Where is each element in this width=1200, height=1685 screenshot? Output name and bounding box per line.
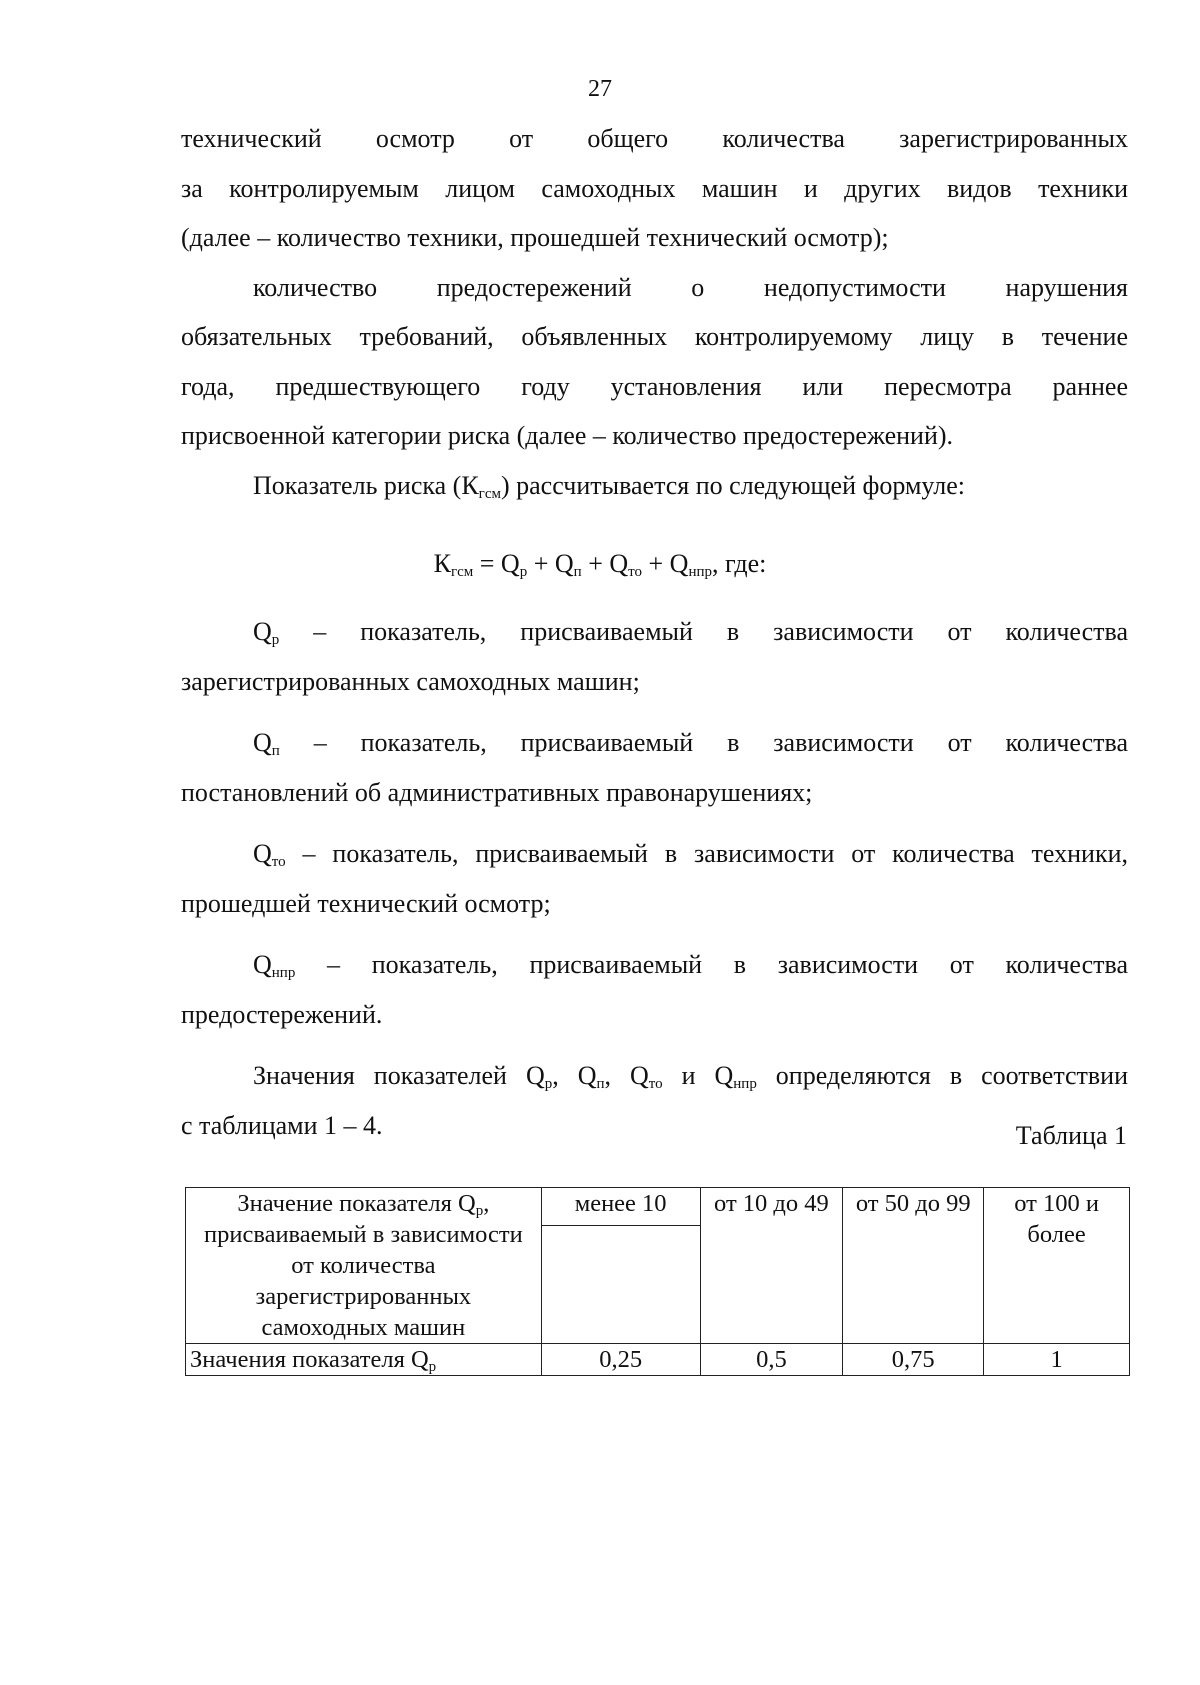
paragraph-line: года, предшествующего году установления или пересмотра раннее	[181, 371, 1128, 401]
definition-qto-line1: $Q_{то}$ – показатель, присваиваемый в зависимости от количества техники,	[253, 839, 1128, 870]
document-body	[181, 114, 1128, 1150]
definition-qnpr-line2: предостережений.	[181, 999, 383, 1029]
paragraph-line: обязательных требований, объявленных контролируемому лицу в течение	[181, 322, 1128, 351]
table-value-cell: 0,25	[541, 1344, 700, 1376]
definition-qp-line2: постановлений об административных правонарушениях;	[181, 777, 813, 807]
risk-formula: $К_{гсм} = Q_р + Q_п + Q_{то} + Q_{нпр}$, где:	[433, 549, 767, 580]
definition-qp-line1: $Q_п$ – показатель, присваиваемый в зависимости от количества	[253, 728, 1128, 759]
table-header-label: Значение показателя $Q_р$, присваиваемый в зависимости от количества зарегистрированных самоходных машин	[186, 1188, 542, 1344]
values-note-line1: Значения показателей $Q_р$, $Q_п$, $Q_{то}$ и $Q_{нпр}$ определяются в соответствии	[253, 1061, 1128, 1092]
table-value-cell: 1	[984, 1344, 1130, 1376]
definition-qr-line2: зарегистрированных самоходных машин;	[181, 666, 640, 696]
table-1	[185, 1187, 1130, 1376]
risk-intro: Показатель риска $(К_{гсм})$ рассчитывается по следующей формуле:	[253, 470, 966, 502]
table-row	[186, 1344, 1130, 1376]
table-caption: Таблица 1	[1015, 1121, 1127, 1150]
paragraph-line: (далее – количество техники, прошедшей технический осмотр);	[181, 223, 889, 252]
page-number: 27	[588, 76, 612, 102]
paragraph-line: технический осмотр от общего количества зарегистрированных	[181, 124, 1128, 153]
values-note-line2: с таблицами 1 – 4.	[181, 1110, 383, 1140]
table-header-cell: от 10 до 49	[700, 1188, 843, 1344]
table-header-cell: менее 10	[541, 1188, 700, 1226]
table-empty-cell	[541, 1226, 700, 1344]
paragraph-line: количество предостережений о недопустимости нарушения	[253, 272, 1128, 302]
table-value-cell: 0,5	[700, 1344, 843, 1376]
definition-qr-line1: $Q_р$ – показатель, присваиваемый в зависимости от количества	[253, 617, 1128, 648]
table-value-label: Значения показателя $Q_р$	[186, 1344, 542, 1376]
table-value-cell: 0,75	[843, 1344, 984, 1376]
definition-qto-line2: прошедшей технический осмотр;	[181, 888, 551, 918]
table-row	[186, 1188, 1130, 1226]
table-header-cell: от 50 до 99	[843, 1188, 984, 1344]
paragraph-line: присвоенной категории риска (далее – количество предостережений).	[181, 421, 954, 450]
definition-qnpr-line1: $Q_{нпр}$ – показатель, присваиваемый в зависимости от количества	[253, 950, 1128, 981]
paragraph-line: за контролируемым лицом самоходных машин и других видов техники	[181, 173, 1128, 203]
table-header-cell: от 100 и более	[984, 1188, 1130, 1344]
